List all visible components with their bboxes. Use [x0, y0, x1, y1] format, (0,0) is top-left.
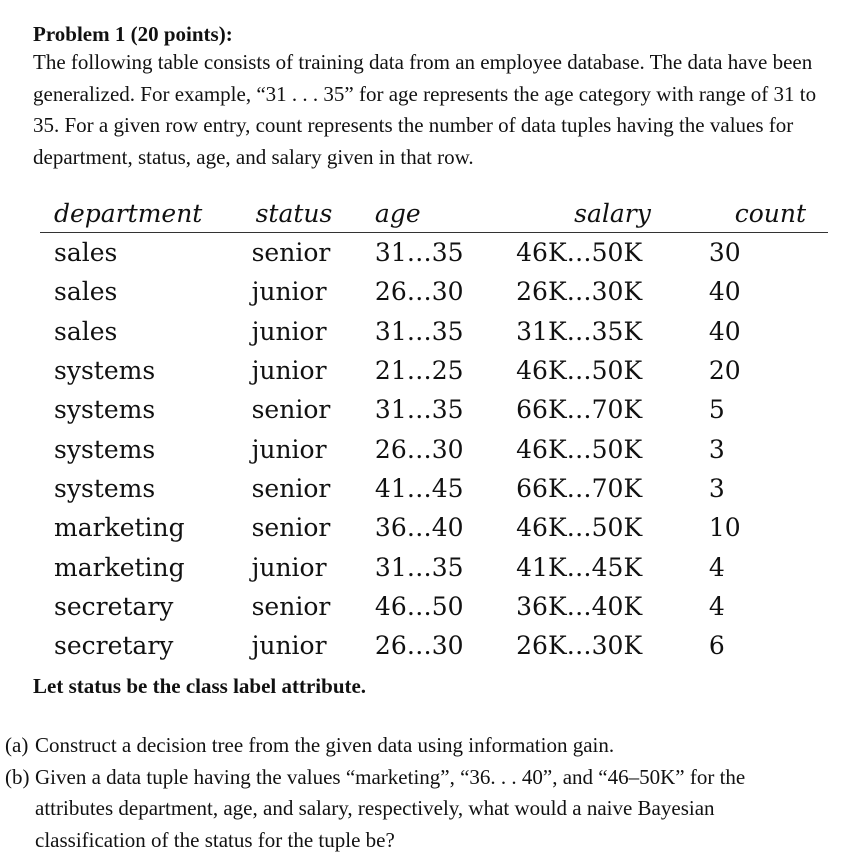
- problem-intro: [33, 47, 855, 173]
- table-row: [40, 429, 828, 468]
- cell-count: 40: [709, 312, 828, 351]
- question-line: Given a data tuple having the values “marketing”, “36. . . 40”, and “46–50K” for the: [35, 762, 855, 794]
- cell-status: junior: [252, 626, 375, 665]
- table-row: [40, 390, 828, 429]
- cell-department: systems: [40, 351, 252, 390]
- cell-age: 31…35: [375, 390, 516, 429]
- cell-age: 41…45: [375, 469, 516, 508]
- header-department: department: [40, 190, 252, 233]
- cell-salary: 46K…50K: [516, 233, 709, 273]
- table-row: [40, 233, 828, 273]
- cell-age: 31…35: [375, 233, 516, 273]
- problem-title: Problem 1 (20 points):: [33, 20, 233, 48]
- cell-age: 21…25: [375, 351, 516, 390]
- cell-salary: 46K…50K: [516, 508, 709, 547]
- question-marker: (a): [5, 730, 28, 762]
- cell-count: 40: [709, 272, 828, 311]
- training-data-table: [40, 190, 828, 665]
- class-label-note: Let status be the class label attribute.: [33, 672, 366, 700]
- training-data-table-wrap: [40, 190, 828, 665]
- cell-department: systems: [40, 390, 252, 429]
- intro-line: department, status, age, and salary given in that row.: [33, 142, 855, 174]
- header-count: count: [709, 190, 828, 233]
- cell-department: marketing: [40, 508, 252, 547]
- cell-count: 4: [709, 587, 828, 626]
- cell-age: 26…30: [375, 429, 516, 468]
- question-a: [5, 730, 855, 762]
- cell-status: senior: [252, 469, 375, 508]
- table-body: [40, 233, 828, 666]
- table-row: [40, 312, 828, 351]
- cell-count: 20: [709, 351, 828, 390]
- cell-salary: 66K…70K: [516, 469, 709, 508]
- cell-count: 5: [709, 390, 828, 429]
- cell-status: junior: [252, 312, 375, 351]
- cell-department: secretary: [40, 587, 252, 626]
- table-row: [40, 272, 828, 311]
- cell-count: 3: [709, 429, 828, 468]
- cell-department: secretary: [40, 626, 252, 665]
- cell-salary: 41K…45K: [516, 547, 709, 586]
- table-header-row: [40, 190, 828, 233]
- question-line: Construct a decision tree from the given data using information gain.: [35, 730, 855, 762]
- header-age: age: [375, 190, 516, 233]
- cell-age: 26…30: [375, 626, 516, 665]
- cell-department: sales: [40, 272, 252, 311]
- table-row: [40, 626, 828, 665]
- question-marker: (b): [5, 762, 30, 794]
- cell-department: sales: [40, 312, 252, 351]
- cell-salary: 36K…40K: [516, 587, 709, 626]
- cell-department: marketing: [40, 547, 252, 586]
- cell-department: sales: [40, 233, 252, 273]
- cell-count: 10: [709, 508, 828, 547]
- cell-salary: 46K…50K: [516, 351, 709, 390]
- cell-status: senior: [252, 233, 375, 273]
- cell-salary: 26K…30K: [516, 272, 709, 311]
- cell-salary: 46K…50K: [516, 429, 709, 468]
- cell-salary: 26K…30K: [516, 626, 709, 665]
- intro-line: generalized. For example, “31 . . . 35” for age represents the age category with range of 31 to: [33, 79, 855, 111]
- table-row: [40, 469, 828, 508]
- cell-status: junior: [252, 272, 375, 311]
- table-row: [40, 547, 828, 586]
- cell-count: 30: [709, 233, 828, 273]
- cell-age: 31…35: [375, 547, 516, 586]
- cell-age: 31…35: [375, 312, 516, 351]
- intro-line: The following table consists of training data from an employee database. The data have been: [33, 47, 855, 79]
- cell-status: senior: [252, 390, 375, 429]
- question-line: classification of the status for the tuple be?: [35, 825, 855, 856]
- cell-status: junior: [252, 351, 375, 390]
- cell-count: 3: [709, 469, 828, 508]
- cell-department: systems: [40, 429, 252, 468]
- cell-age: 26…30: [375, 272, 516, 311]
- cell-age: 46…50: [375, 587, 516, 626]
- cell-salary: 31K…35K: [516, 312, 709, 351]
- cell-status: senior: [252, 508, 375, 547]
- header-status: status: [252, 190, 375, 233]
- cell-count: 4: [709, 547, 828, 586]
- table-row: [40, 351, 828, 390]
- question-line: attributes department, age, and salary, respectively, what would a naive Bayesian: [35, 793, 855, 825]
- cell-status: junior: [252, 429, 375, 468]
- cell-department: systems: [40, 469, 252, 508]
- intro-line: 35. For a given row entry, count represents the number of data tuples having the values for: [33, 110, 855, 142]
- table-row: [40, 587, 828, 626]
- table-row: [40, 508, 828, 547]
- cell-status: junior: [252, 547, 375, 586]
- questions-list: [5, 730, 855, 856]
- cell-salary: 66K…70K: [516, 390, 709, 429]
- cell-count: 6: [709, 626, 828, 665]
- header-salary: salary: [516, 190, 709, 233]
- question-b: [5, 762, 855, 856]
- cell-age: 36…40: [375, 508, 516, 547]
- cell-status: senior: [252, 587, 375, 626]
